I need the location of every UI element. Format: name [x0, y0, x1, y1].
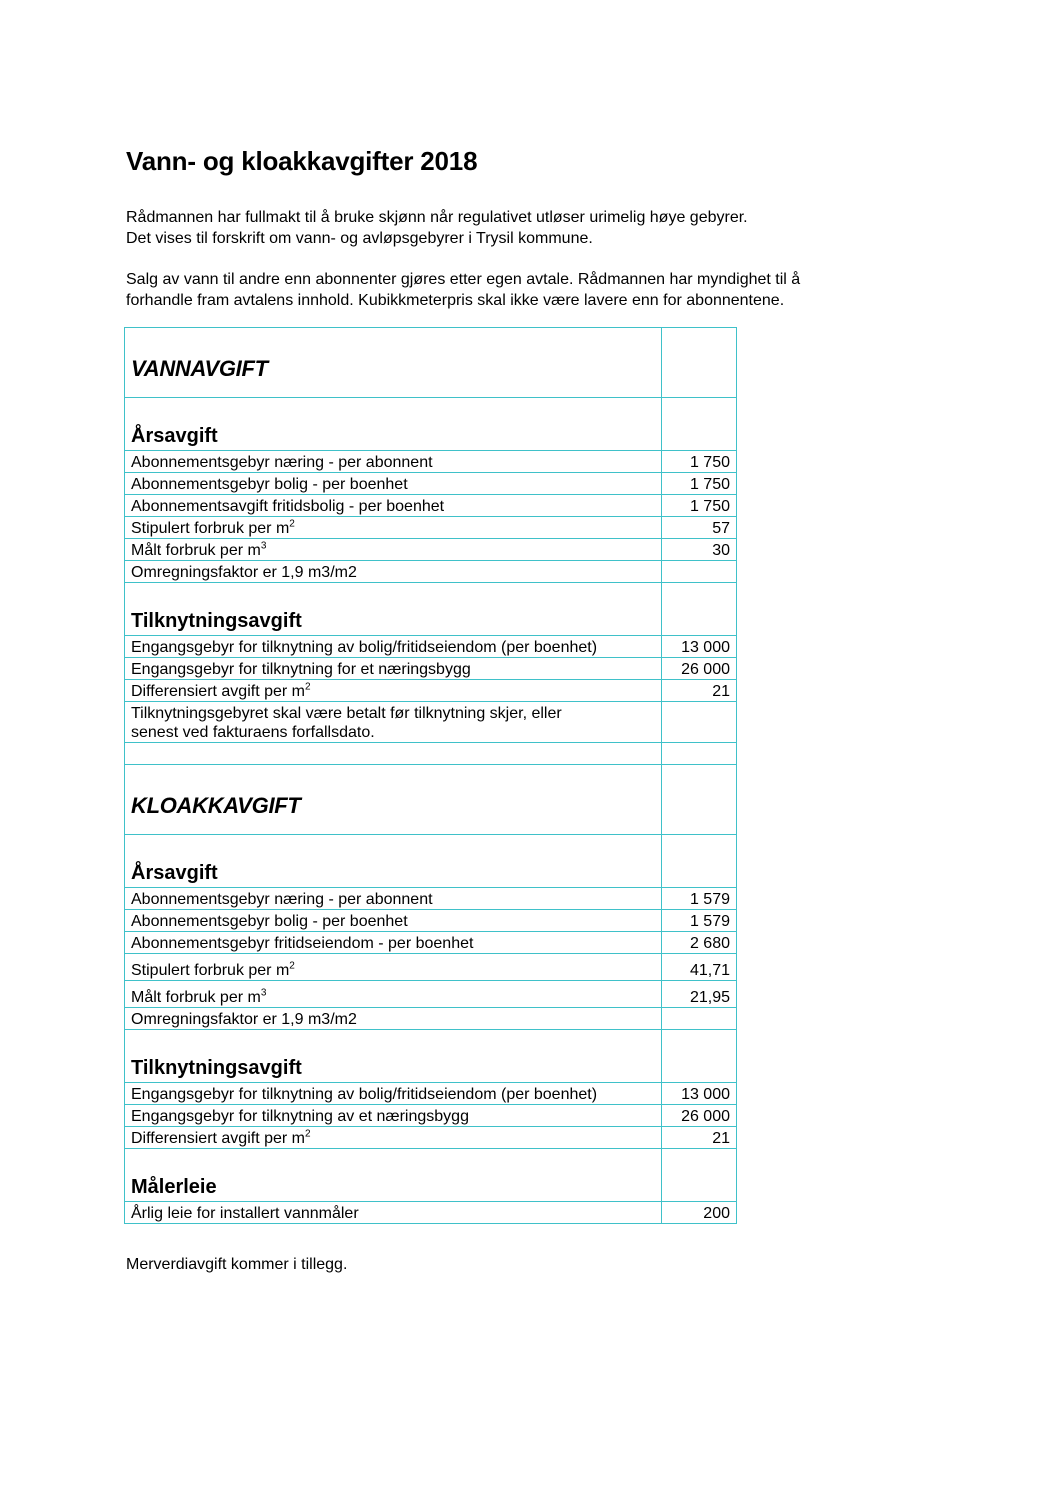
row-label-cell — [125, 954, 662, 981]
table-row — [125, 1105, 737, 1127]
table-row — [125, 517, 737, 539]
row-label-cell — [125, 539, 662, 561]
row-value: 57 — [662, 517, 737, 539]
superscript: 3 — [260, 987, 267, 999]
section-heading: KLOAKKAVGIFT — [131, 792, 301, 818]
row-label: Abonnementsgebyr næring - per abonnent — [125, 451, 662, 473]
table-row — [125, 1127, 737, 1149]
row-value: 1 750 — [662, 451, 737, 473]
section-heading: VANNAVGIFT — [131, 355, 268, 381]
row-label: Differensiert avgift per m — [131, 683, 305, 700]
row-label: Stipulert forbruk per m — [131, 962, 290, 979]
subsection-row — [125, 583, 737, 636]
row-value: 13 000 — [662, 1083, 737, 1105]
subsection-heading: Årsavgift — [131, 862, 218, 884]
table-row — [125, 473, 737, 495]
row-label: Engangsgebyr for tilknytning av et næringsbygg — [125, 1105, 662, 1127]
row-label: Engangsgebyr for tilknytning for et næringsbygg — [125, 658, 662, 680]
table-row — [125, 932, 737, 954]
superscript: 3 — [260, 540, 267, 552]
subsection-row — [125, 1149, 737, 1202]
intro-line: Salg av vann til andre enn abonnenter gjøres etter egen avtale. Rådmannen har myndighet til å — [126, 271, 801, 288]
row-value: 41,71 — [662, 954, 737, 981]
table-row — [125, 495, 737, 517]
row-value: 2 680 — [662, 932, 737, 954]
note-cell — [125, 702, 662, 743]
table-row — [125, 658, 737, 680]
superscript: 2 — [289, 960, 295, 972]
row-label: Omregningsfaktor er 1,9 m3/m2 — [125, 1008, 662, 1030]
intro-line: Det vises til forskrift om vann- og avløpsgebyrer i Trysil kommune. — [126, 230, 593, 247]
intro-paragraph-1 — [126, 207, 748, 249]
row-label: Engangsgebyr for tilknytning av bolig/fritidseiendom (per boenhet) — [125, 1083, 662, 1105]
row-value: 26 000 — [662, 1105, 737, 1127]
table-row — [125, 910, 737, 932]
subsection-row — [125, 398, 737, 451]
section-row-kloakkavgift — [125, 765, 737, 835]
row-label: Abonnementsgebyr bolig - per boenhet — [125, 910, 662, 932]
subsection-heading: Tilknytningsavgift — [131, 1057, 302, 1079]
table-row — [125, 451, 737, 473]
row-label: Engangsgebyr for tilknytning av bolig/fritidseiendom (per boenhet) — [125, 636, 662, 658]
intro-paragraph-2 — [126, 269, 800, 311]
row-value: 1 750 — [662, 495, 737, 517]
superscript: 2 — [305, 1128, 311, 1140]
intro-line: Rådmannen har fullmakt til å bruke skjønn når regulativet utløser urimelig høye gebyrer. — [126, 209, 748, 226]
row-label: Målt forbruk per m — [131, 542, 261, 559]
table-row — [125, 539, 737, 561]
row-label: Differensiert avgift per m — [131, 1130, 305, 1147]
table-row — [125, 1083, 737, 1105]
row-label: Abonnementsavgift fritidsbolig - per boenhet — [125, 495, 662, 517]
table-row — [125, 954, 737, 981]
table-row — [125, 636, 737, 658]
section-row-vannavgift — [125, 328, 737, 398]
row-label: Abonnementsgebyr bolig - per boenhet — [125, 473, 662, 495]
superscript: 2 — [305, 681, 311, 693]
row-label-cell — [125, 517, 662, 539]
page-title: Vann- og kloakkavgifter 2018 — [126, 146, 478, 176]
table-row — [125, 981, 737, 1008]
note-row — [125, 702, 737, 743]
fee-table — [124, 327, 737, 1224]
row-value: 30 — [662, 539, 737, 561]
table-row — [125, 1202, 737, 1224]
note-line: Tilknytningsgebyret skal være betalt før tilknytning skjer, eller — [131, 705, 562, 722]
row-label-cell — [125, 1127, 662, 1149]
row-value: 21 — [662, 1127, 737, 1149]
row-label: Abonnementsgebyr fritidseiendom - per boenhet — [125, 932, 662, 954]
subsection-row — [125, 1030, 737, 1083]
intro-line: forhandle fram avtalens innhold. Kubikkmeterpris skal ikke være lavere enn for abonnentene. — [126, 292, 785, 309]
row-value: 1 579 — [662, 910, 737, 932]
row-label: Abonnementsgebyr næring - per abonnent — [125, 888, 662, 910]
footer-note: Merverdiavgift kommer i tillegg. — [126, 1256, 348, 1273]
subsection-heading: Årsavgift — [131, 425, 218, 447]
row-value: 1 750 — [662, 473, 737, 495]
row-value: 26 000 — [662, 658, 737, 680]
row-label: Stipulert forbruk per m — [131, 520, 290, 537]
superscript: 2 — [289, 518, 295, 530]
row-value: 1 579 — [662, 888, 737, 910]
row-label-cell — [125, 981, 662, 1008]
row-label: Årlig leie for installert vannmåler — [125, 1202, 662, 1224]
table-row — [125, 561, 737, 583]
note-line: senest ved fakturaens forfallsdato. — [131, 724, 375, 741]
subsection-heading: Målerleie — [131, 1176, 217, 1198]
row-value: 200 — [662, 1202, 737, 1224]
subsection-row — [125, 835, 737, 888]
row-value: 21,95 — [662, 981, 737, 1008]
spacer-row — [125, 743, 737, 765]
subsection-heading: Tilknytningsavgift — [131, 610, 302, 632]
table-row — [125, 680, 737, 702]
row-label: Omregningsfaktor er 1,9 m3/m2 — [125, 561, 662, 583]
table-row — [125, 1008, 737, 1030]
row-value: 13 000 — [662, 636, 737, 658]
table-row — [125, 888, 737, 910]
row-label: Målt forbruk per m — [131, 989, 261, 1006]
row-label-cell — [125, 680, 662, 702]
row-value: 21 — [662, 680, 737, 702]
